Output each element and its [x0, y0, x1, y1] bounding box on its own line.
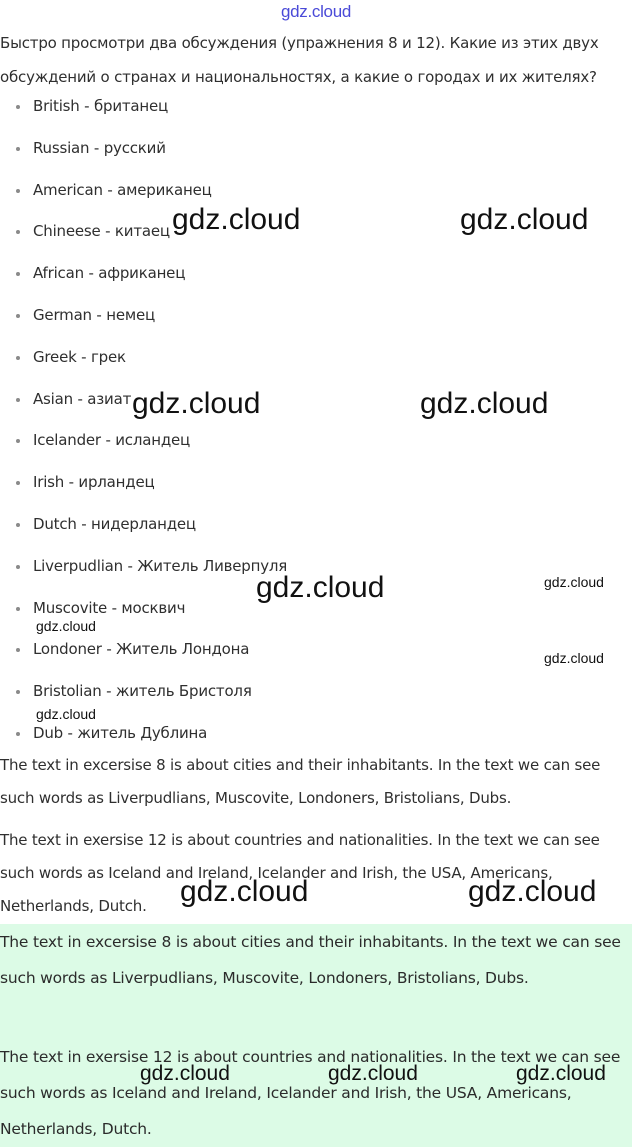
list-item-text: Londoner - Житель Лондона	[33, 640, 250, 659]
watermark: gdz.cloud	[180, 875, 309, 908]
bullet-icon	[16, 189, 20, 193]
list-item	[0, 294, 287, 336]
bullet-icon	[16, 565, 20, 569]
watermark: gdz.cloud	[36, 706, 96, 722]
bullet-icon	[16, 314, 20, 318]
list-item	[0, 628, 287, 670]
list-item-text: Chineese - китаец	[33, 222, 170, 241]
list-item-text: Greek - грек	[33, 347, 126, 366]
bullet-icon	[16, 230, 20, 234]
list-item	[0, 503, 287, 545]
list-item-text: Russian - русский	[33, 138, 166, 157]
watermark: gdz.cloud	[544, 650, 604, 666]
bullet-icon	[16, 690, 20, 694]
task-intro: Быстро просмотри два обсуждения (упражнения 8 и 12). Какие из этих двух обсуждений о странах и национальностях, а какие о городах и их жителях?	[0, 34, 599, 86]
list-item-text: Icelander - исландец	[33, 431, 191, 450]
watermark: gdz.cloud	[172, 203, 301, 236]
watermark: gdz.cloud	[256, 571, 385, 604]
watermark: gdz.cloud	[36, 618, 96, 634]
watermark: gdz.cloud	[140, 1062, 230, 1085]
list-item-text: British - британец	[33, 97, 169, 115]
answer-paragraph-1: The text in excersise 8 is about cities and their inhabitants. In the text we can see such words as Liverpudlians, Muscovite, Londoners, Bristolians, Dubs.	[0, 933, 621, 987]
watermark: gdz.cloud	[460, 203, 589, 236]
bullet-icon	[16, 607, 20, 611]
answer-paragraph-2: The text in exersise 12 is about countries and nationalities. In the text we can see such words as Iceland and Ireland, Icelander and Irish, the USA, Americans, Netherlands, Dutch.	[0, 1048, 621, 1138]
solution-paragraph-1: The text in excersise 8 is about cities and their inhabitants. In the text we can see such words as Liverpudlians, Muscovite, Londoners, Bristolians, Dubs.	[0, 756, 601, 807]
list-item-text: Asian - азиат	[33, 389, 132, 408]
bullet-icon	[16, 523, 20, 527]
watermark: gdz.cloud	[132, 387, 261, 420]
site-logo[interactable]: gdz.cloud	[280, 2, 352, 21]
list-item-text: Muscovite - москвич	[33, 598, 186, 617]
list-item	[0, 127, 287, 169]
watermark: gdz.cloud	[468, 875, 597, 908]
list-item	[0, 419, 287, 461]
watermark: gdz.cloud	[328, 1062, 418, 1085]
bullet-icon	[16, 648, 20, 652]
list-item-text: American - американец	[33, 180, 212, 199]
list-item-text: Liverpudlian - Житель Ливерпуля	[33, 556, 288, 575]
bullet-icon	[16, 439, 20, 443]
list-item	[0, 85, 287, 127]
bullet-icon	[16, 105, 20, 109]
list-item-text: Bristolian - житель Бристоля	[33, 682, 252, 701]
bullet-icon	[16, 356, 20, 360]
bullet-icon	[16, 398, 20, 402]
list-item-text: German - немец	[33, 305, 156, 324]
list-item-text: Dub - житель Дублина	[33, 723, 208, 742]
bullet-icon	[16, 147, 20, 151]
list-item-text: African - африканец	[33, 264, 186, 283]
list-item-text: Dutch - нидерландец	[33, 514, 196, 533]
list-item-text: Irish - ирландец	[33, 473, 155, 492]
bullet-icon	[16, 732, 20, 736]
solution-paragraph-2: The text in exersise 12 is about countries and nationalities. In the text we can see such words as Iceland and Ireland, Icelander and Irish, the USA, Americans, Netherlands, Dutch.	[0, 831, 600, 915]
bullet-icon	[16, 272, 20, 276]
list-item	[0, 461, 287, 503]
watermark: gdz.cloud	[544, 574, 604, 590]
bullet-icon	[16, 481, 20, 485]
watermark: gdz.cloud	[516, 1062, 606, 1085]
watermark: gdz.cloud	[420, 387, 549, 420]
list-item	[0, 545, 287, 587]
answer-highlight-box	[0, 924, 632, 1147]
list-item	[0, 252, 287, 294]
list-item	[0, 336, 287, 378]
